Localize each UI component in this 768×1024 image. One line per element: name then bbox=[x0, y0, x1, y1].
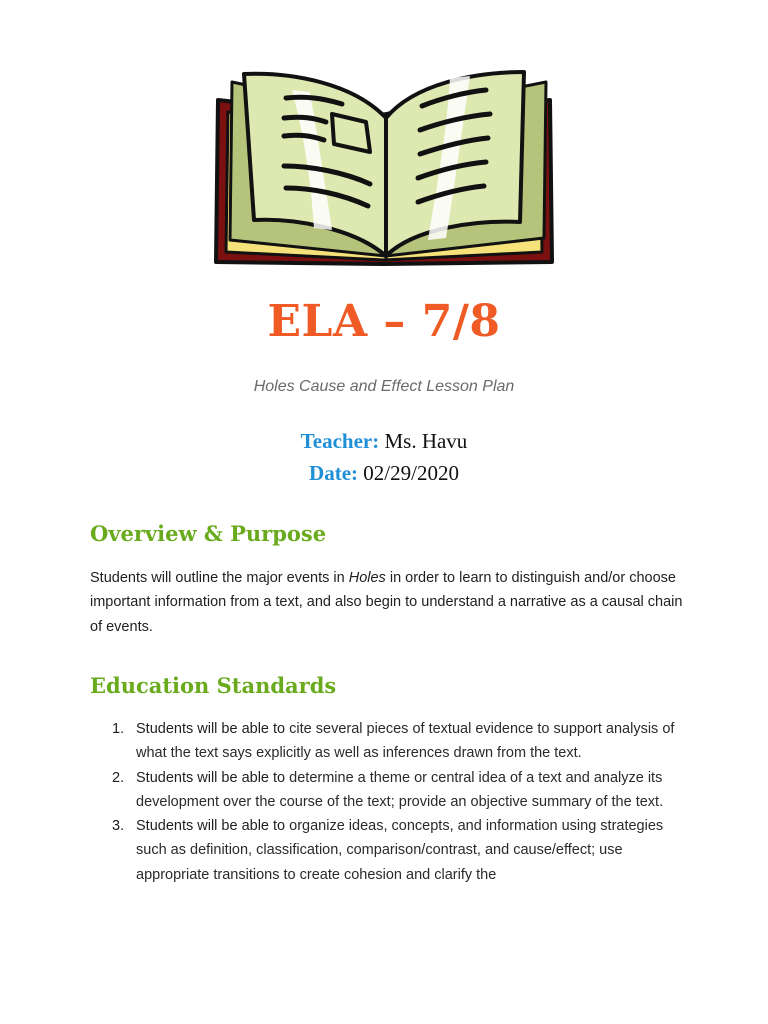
page-subtitle: Holes Cause and Effect Lesson Plan bbox=[253, 378, 515, 395]
list-item-text: determine a theme or central idea of a text and analyze its development over the course of the text; provide an objective summary of the text. bbox=[136, 769, 664, 810]
list-item-number: 3. bbox=[112, 818, 125, 835]
overview-book-title: Holes bbox=[348, 570, 386, 586]
list-item bbox=[90, 717, 690, 766]
list-item-number: 1. bbox=[112, 721, 125, 737]
date-value: 02/29/2020 bbox=[363, 461, 459, 485]
date-row bbox=[0, 461, 768, 486]
list-item bbox=[90, 766, 690, 815]
standards-heading: Education Standards bbox=[90, 673, 337, 698]
page-title: ELA – 7/8 bbox=[267, 296, 501, 347]
overview-heading: Overview & Purpose bbox=[90, 521, 327, 546]
teacher-row bbox=[0, 429, 768, 454]
list-item-lead: Students will be able to bbox=[136, 721, 290, 737]
open-book-icon bbox=[214, 70, 554, 266]
list-item-lead: Students will be able to bbox=[136, 818, 290, 835]
list-item-lead: Students will be able to bbox=[136, 769, 290, 786]
overview-text-before: Students will outline the major events in bbox=[90, 570, 349, 586]
overview-text-after: in order to learn to distinguish and/or choose important information from a text, and also begin to understand a narrative as a causal chain of events. bbox=[90, 570, 683, 635]
overview-paragraph bbox=[90, 566, 690, 639]
list-item-text: cite several pieces of textual evidence to support analysis of what the text says explicitly as well as inferences drawn from the text. bbox=[136, 721, 675, 762]
list-item bbox=[90, 814, 690, 887]
date-label: Date: bbox=[309, 461, 359, 485]
list-item-text: organize ideas, concepts, and information using strategies such as definition, classification, comparison/contrast, and cause/effect; use appropriate transitions to create cohesion and clarify the bbox=[136, 818, 664, 883]
teacher-name: Ms. Havu bbox=[384, 429, 468, 453]
list-item-number: 2. bbox=[112, 769, 125, 786]
teacher-label: Teacher: bbox=[300, 429, 380, 453]
standards-list bbox=[90, 717, 690, 887]
